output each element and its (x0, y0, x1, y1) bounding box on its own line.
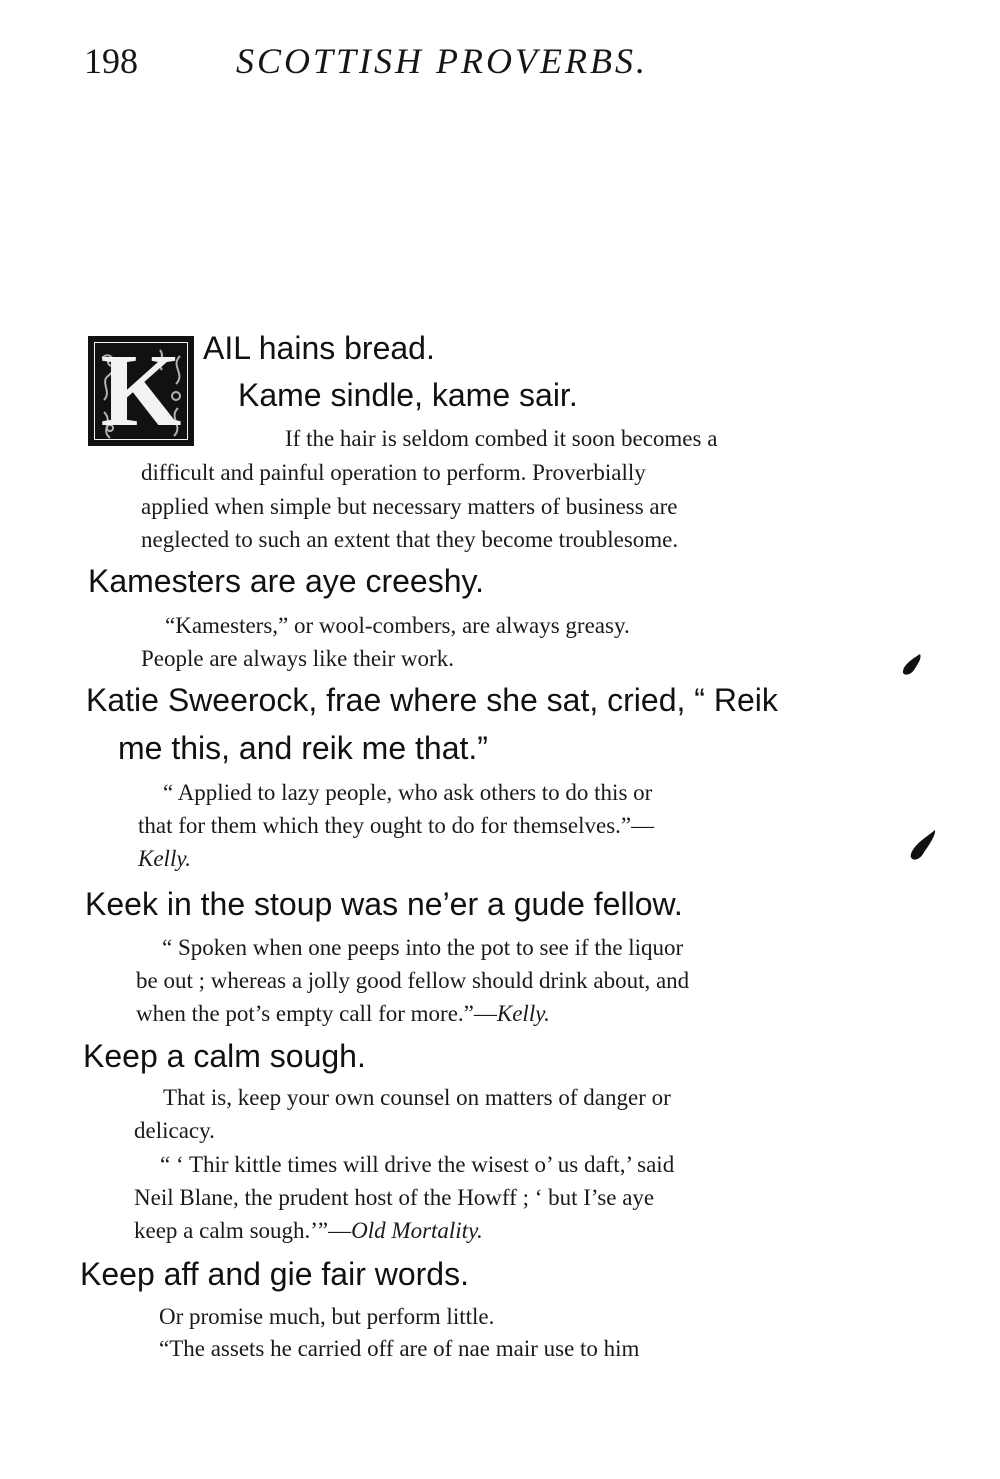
running-title: SCOTTISH PROVERBS. (236, 41, 648, 81)
note-line: that for them which they ought to do for themselves.”— (138, 813, 655, 838)
proverb-keep-aff: Keep aff and gie fair words. (80, 1256, 469, 1292)
proverb-kame-sindle: Kame sindle, kame sair. (238, 377, 578, 413)
note-line: keep a calm sough.’”— (134, 1218, 352, 1243)
proverb-kail: AIL hains bread. (203, 330, 435, 366)
drop-cap-k (88, 333, 194, 448)
note-line: “The assets he carried off are of nae mair use to him (159, 1336, 640, 1361)
note-line: Or promise much, but perform little. (159, 1304, 495, 1329)
note-line: delicacy. (134, 1118, 215, 1143)
note-attribution (138, 846, 191, 872)
note-line: “Kamesters,” or wool-combers, are always greasy. (165, 613, 630, 638)
proverb-keek-in-stoup: Keek in the stoup was ne’er a gude fellow. (85, 886, 683, 922)
proverb-kamesters: Kamesters are aye creeshy. (88, 563, 485, 599)
note-line: People are always like their work. (141, 646, 454, 671)
proverb-katie-sweerock-cont: me this, and reik me that.” (118, 730, 488, 766)
ink-blot-mark (906, 828, 938, 864)
note-line: when the pot’s empty call for more.”— (136, 1001, 497, 1026)
note-line: neglected to such an extent that they become troublesome. (141, 527, 679, 552)
attribution-kelly: Kelly. (496, 1001, 550, 1026)
proverb-katie-sweerock: Katie Sweerock, frae where she sat, cried, “ Reik (86, 682, 778, 718)
note-line: “ Applied to lazy people, who ask others to do this or (163, 780, 653, 805)
proverb-keep-calm-sough: Keep a calm sough. (83, 1038, 366, 1074)
note-line: If the hair is seldom combed it soon becomes a (285, 426, 718, 451)
note-line: Neil Blane, the prudent host of the Howff ; ‘ but I’se aye (134, 1185, 655, 1210)
note-line: “ ‘ Thir kittle times will drive the wisest o’ us daft,’ said (160, 1152, 675, 1177)
attribution-kelly: Kelly. (138, 846, 192, 871)
note-line: be out ; whereas a jolly good fellow should drink about, and (136, 968, 690, 993)
note-line-with-attribution (136, 1001, 550, 1027)
attribution-old-mortality: Old Mortality. (351, 1218, 483, 1243)
drop-cap-letter: K (100, 333, 182, 448)
ink-blot-mark (900, 652, 924, 678)
note-line-with-attribution (134, 1218, 483, 1244)
note-line: difficult and painful operation to perform. Proverbially (141, 460, 646, 485)
page-number: 198 (84, 41, 138, 81)
note-line: “ Spoken when one peeps into the pot to see if the liquor (162, 935, 684, 960)
note-line: That is, keep your own counsel on matters of danger or (163, 1085, 671, 1110)
note-line: applied when simple but necessary matters of business are (141, 494, 678, 519)
